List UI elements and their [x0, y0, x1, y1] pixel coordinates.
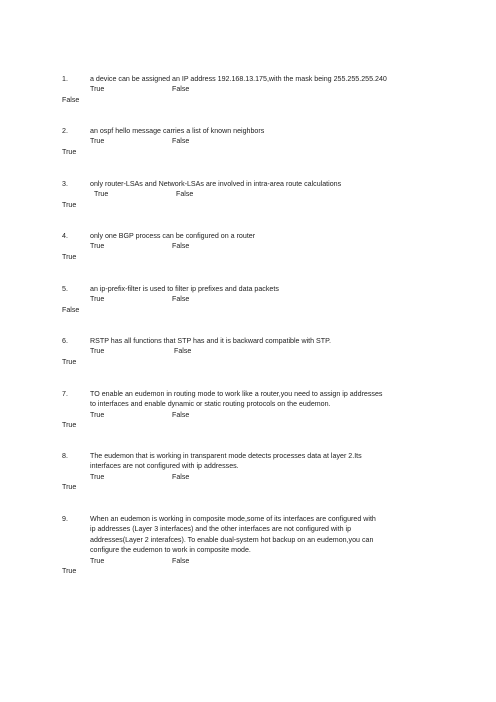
question-number: 3.: [62, 180, 68, 188]
question-2: [62, 126, 438, 157]
question-text-line: The eudemon that is working in transparent mode detects processes data at layer 2.Its: [90, 452, 362, 460]
question-text: only router-LSAs and Network-LSAs are involved in intra-area route calculations: [90, 180, 342, 188]
question-4: [62, 231, 438, 262]
option-false: False: [174, 347, 192, 356]
question-text: a device can be assigned an IP address 192.168.13.175,with the mask being 255.255.255.240: [90, 75, 387, 83]
option-false: False: [172, 242, 190, 251]
answer: True: [62, 483, 77, 492]
answer: False: [62, 95, 80, 104]
question-5: [62, 284, 438, 315]
options: [90, 136, 438, 146]
question-text-line: TO enable an eudemon in routing mode to work like a router,you need to assign ip addresses: [90, 390, 383, 398]
question-number: 7.: [62, 390, 68, 398]
option-false: False: [172, 410, 190, 419]
option-false: False: [172, 556, 190, 565]
question-6: [62, 336, 438, 367]
option-true: True: [90, 242, 105, 251]
option-true: True: [90, 85, 105, 94]
question-text-line: configure the eudemon to work in composite mode.: [90, 546, 251, 555]
question-text-line: addresses(Layer 2 interafces). To enable dual-system hot backup on an eudemon,you can: [90, 535, 374, 544]
option-true: True: [90, 410, 105, 419]
options: [94, 189, 438, 199]
question-9: [62, 514, 438, 576]
answer: True: [62, 357, 77, 366]
answer: True: [62, 567, 77, 576]
question-text: [90, 389, 438, 410]
question-8: [62, 451, 438, 493]
question-number: 6.: [62, 337, 68, 345]
question-text-line: When an eudemon is working in composite mode,some of its interfaces are configured with: [90, 515, 376, 523]
options: [90, 410, 438, 420]
option-false: False: [172, 85, 190, 94]
question-text: an ip-prefix-filter is used to filter ip prefixes and data packets: [90, 285, 279, 293]
question-number: 8.: [62, 452, 68, 460]
option-true: True: [90, 472, 105, 481]
answer: True: [62, 147, 77, 156]
question-text: [90, 514, 438, 556]
options: [90, 84, 438, 94]
question-number: 1.: [62, 75, 68, 83]
question-number: 2.: [62, 127, 68, 135]
question-number: 9.: [62, 515, 68, 523]
option-true: True: [90, 295, 105, 304]
option-true: True: [90, 347, 105, 356]
question-7: [62, 389, 438, 431]
option-false: False: [172, 472, 190, 481]
question-text: only one BGP process can be configured on a router: [90, 232, 256, 240]
question-1: [62, 74, 438, 105]
option-true: True: [90, 137, 105, 146]
option-false: False: [172, 295, 190, 304]
question-text: [90, 451, 438, 472]
option-false: False: [176, 190, 194, 199]
question-text: an ospf hello message carries a list of known neighbors: [90, 127, 265, 135]
answer: True: [62, 200, 77, 209]
question-3: [62, 179, 438, 210]
options: [90, 472, 438, 482]
options: [90, 556, 438, 566]
question-text-line: to interfaces and enable dynamic or static routing protocols on the eudemon.: [90, 400, 331, 409]
option-true: True: [90, 556, 105, 565]
answer: True: [62, 421, 77, 430]
option-true: True: [94, 190, 109, 199]
question-number: 4.: [62, 232, 68, 240]
option-false: False: [172, 137, 190, 146]
options: [90, 346, 438, 356]
options: [90, 294, 438, 304]
question-number: 5.: [62, 285, 68, 293]
options: [90, 241, 438, 251]
answer: False: [62, 305, 80, 314]
question-text-line: ip addresses (Layer 3 interfaces) and the other interfaces are not configured with ip: [90, 525, 352, 534]
question-text-line: interfaces are not configured with ip addresses.: [90, 462, 239, 471]
question-text: RSTP has all functions that STP has and it is backward compatible with STP.: [90, 337, 331, 345]
answer: True: [62, 252, 77, 261]
